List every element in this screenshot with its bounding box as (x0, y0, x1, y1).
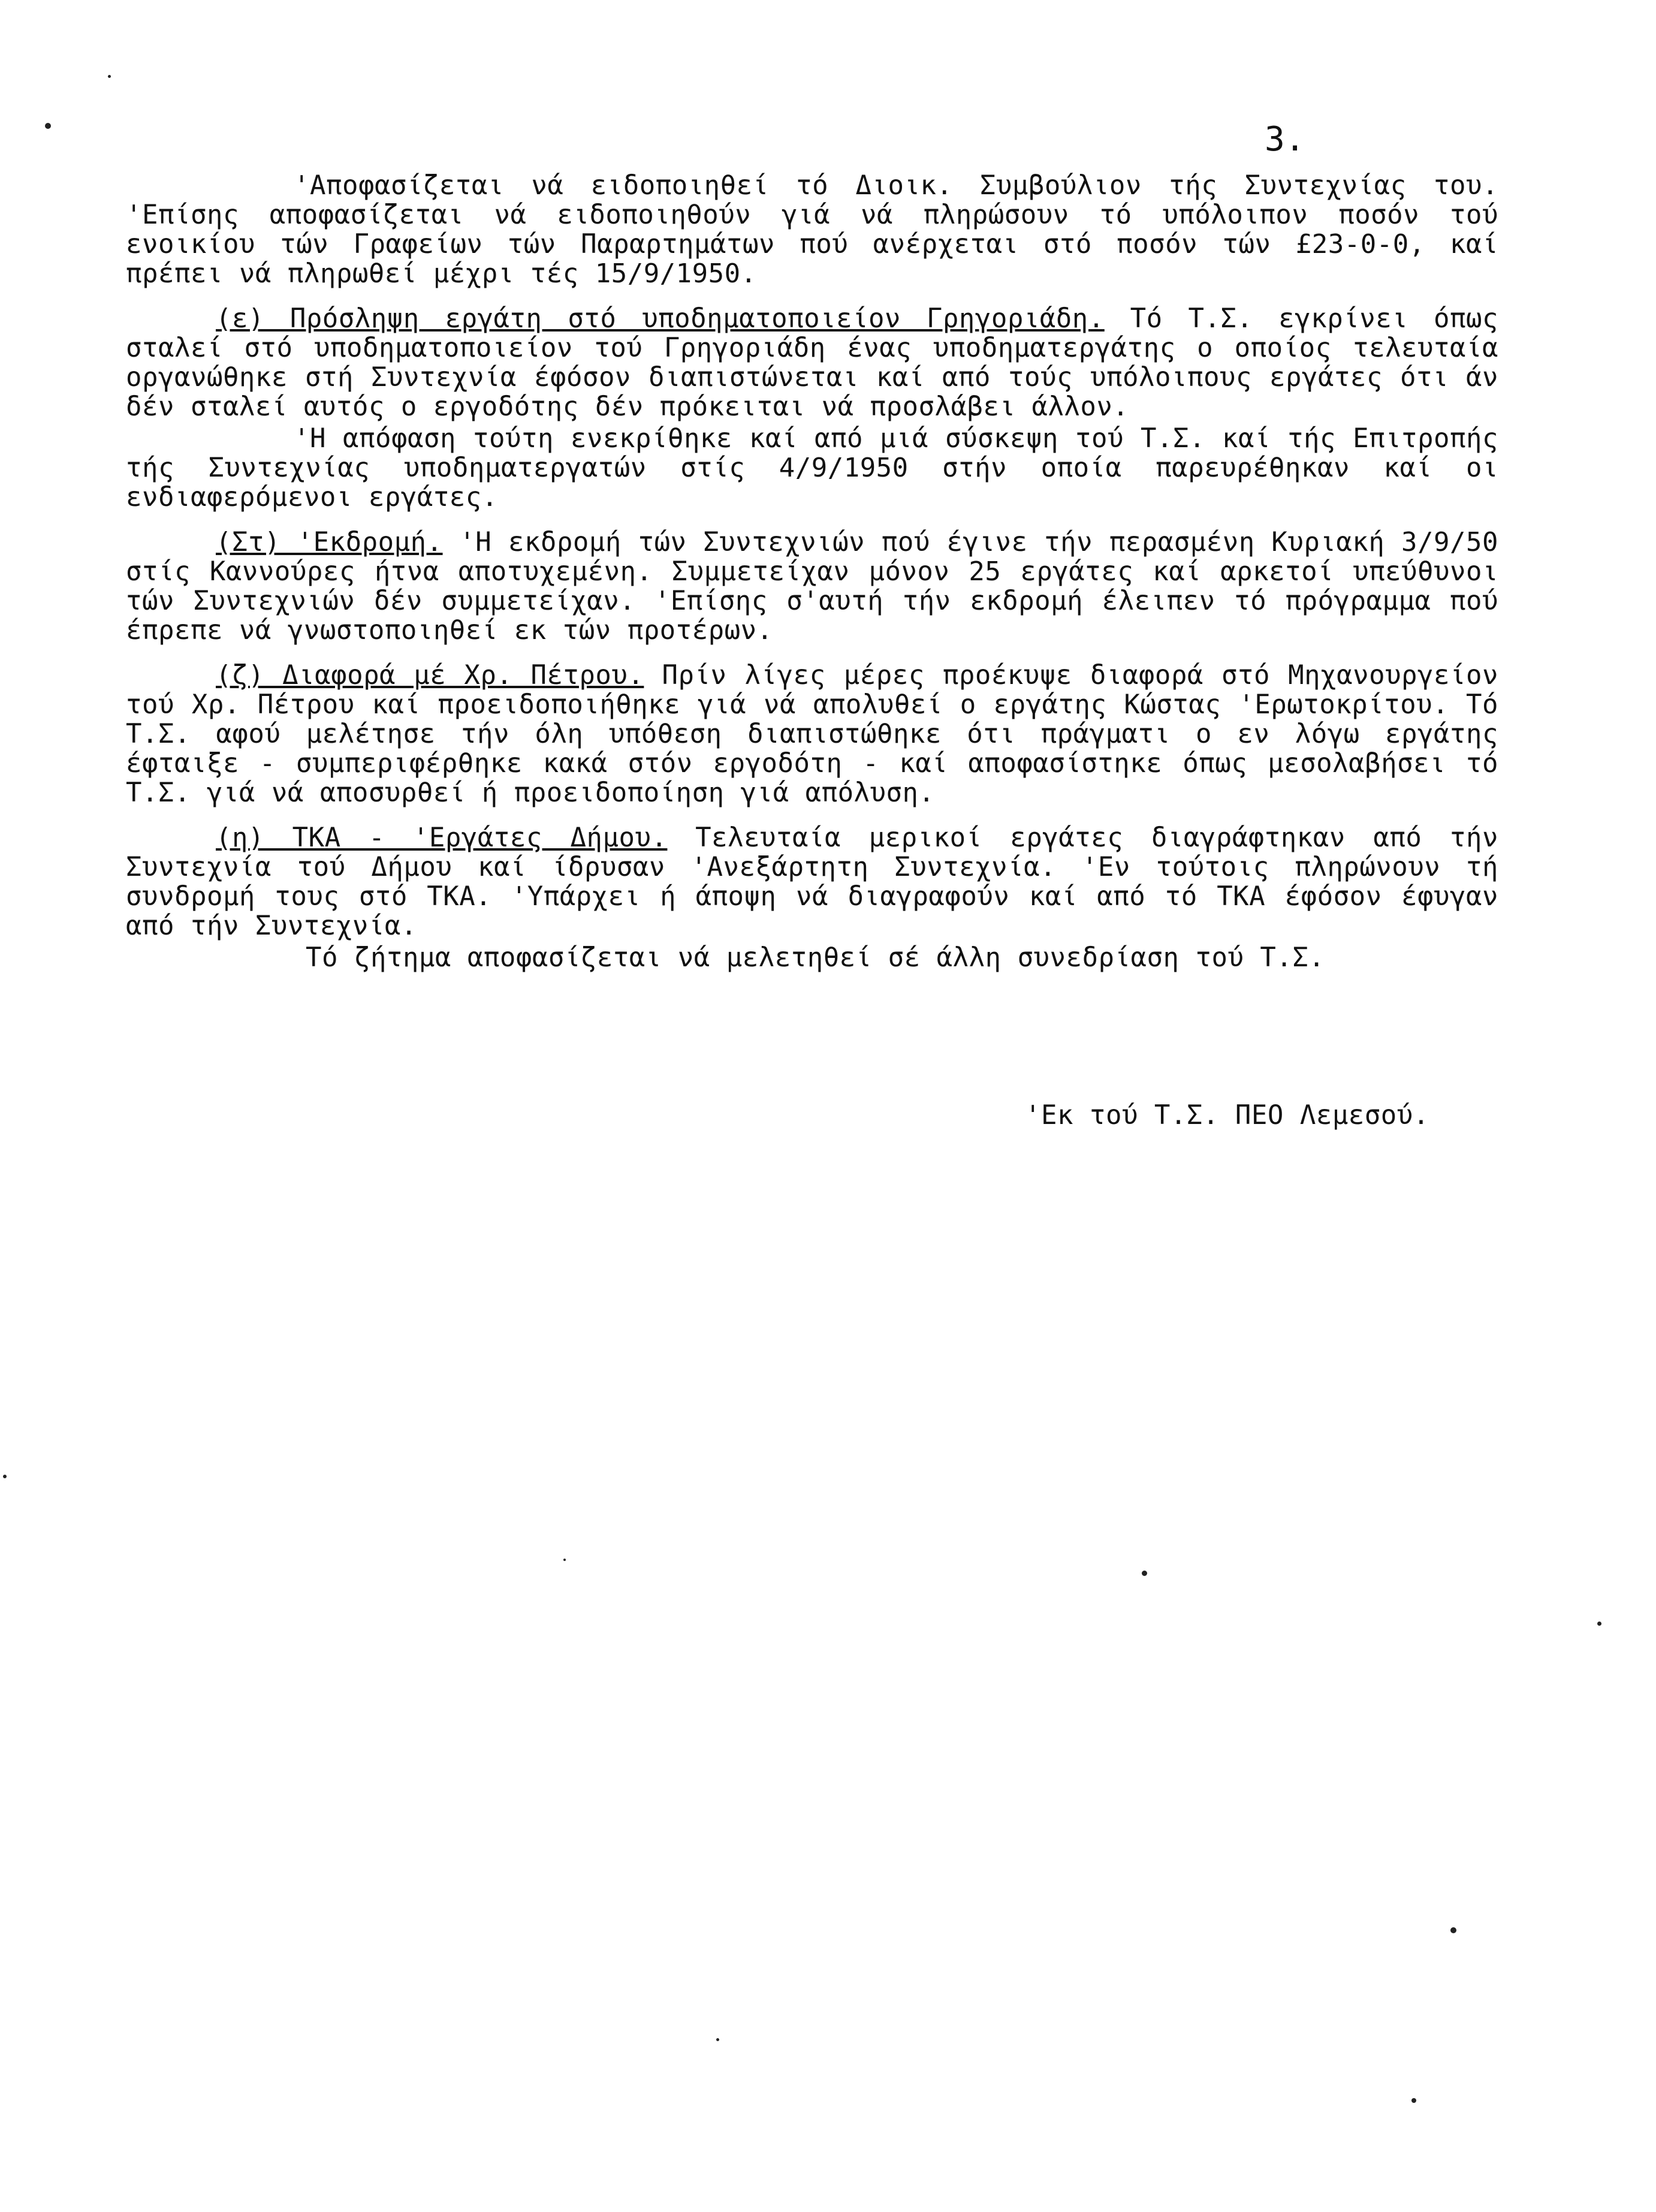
scan-speck (45, 123, 51, 129)
signature-line: 'Εκ τού Τ.Σ. ΠΕΟ Λεμεσού. (1025, 1100, 1429, 1131)
scan-speck (1450, 1927, 1456, 1933)
scan-speck (1142, 1571, 1147, 1576)
paragraph-section-h (126, 823, 1498, 941)
page-number: 3. (1265, 120, 1305, 159)
scan-speck (1597, 1622, 1601, 1626)
section-z-heading: (ζ) Διαφορά μέ Χρ. Πέτρου. (216, 660, 644, 691)
scan-speck (716, 2038, 719, 2041)
section-h-heading: (η) ΤΚΑ - 'Εργάτες Δήμου. (216, 822, 668, 853)
section-st-heading: (Στ) 'Εκδρομή. (216, 527, 443, 557)
paragraph-section-z (126, 661, 1498, 807)
paragraph-section-st (126, 528, 1498, 645)
paragraph-intro: 'Αποφασίζεται νά ειδοποιηθεί τό Διοικ. Συμβούλιον τής Συντεχνίας του. 'Επίσης αποφασίζεται νά ειδοποιηθούν γιά νά πληρώσουν τό υπόλοιπον ποσόν τού ενοικίου τών Γραφείων τών Παραρτημάτων πού ανέρχεται στό ποσόν τών £23-0-0, καί πρέπει νά πληρωθεί μέχρι τές 15/9/1950. (126, 170, 1498, 289)
paragraph-closing: Τό ζήτημα αποφασίζεται νά μελετηθεί σέ άλλη συνεδρίαση τού Τ.Σ. (306, 942, 1325, 973)
section-h-text: Τελευταία μερικοί εργάτες διαγράφτηκαν από τήν Συντεχνία τού Δήμου καί ίδρυσαν 'Ανεξάρτητη Συντεχνία. 'Εν τούτοις πληρώνουν τή συνδρομή τους στό ΤΚΑ. 'Υπάρχει ή άποψη νά διαγραφούν καί από τό ΤΚΑ έφόσον έφυγαν από τήν Συντεχνία. (126, 822, 1498, 941)
scan-speck (108, 75, 111, 78)
document-body (126, 171, 1498, 988)
section-z-text: Πρίν λίγες μέρες προέκυψε διαφορά στό Μηχανουργείον τού Χρ. Πέτρου καί προειδοποιήθηκε γιά νά απολυθεί ο εργάτης Κώστας 'Ερωτοκρίτου. Τό Τ.Σ. αφού μελέτησε τήν όλη υπόθεση διαπιστώθηκε ότι πράγματι ο εν λόγω εργάτης έφταιξε - συμπεριφέρθηκε κακά στόν εργοδότη - καί αποφασίστηκε όπως μεσολαβήσει τό Τ.Σ. γιά νά αποσυρθεί ή προειδοποίηση γιά απόλυση. (126, 660, 1498, 808)
paragraph-section-e-continued: 'Η απόφαση τούτη ενεκρίθηκε καί από μιά σύσκεψη τού Τ.Σ. καί τής Επιτροπής τής Συντεχνίας υποδηματεργατών στίς 4/9/1950 στήν οποία παρευρέθηκαν καί οι ενδιαφερόμενοι εργάτες. (126, 423, 1498, 513)
section-e-text: Τό Τ.Σ. εγκρίνει όπως σταλεί στό υποδηματοποιείον τού Γρηγοριάδη ένας υποδηματεργάτης ο οποίος τελευταία οργανώθηκε στή Συντεχνία έφόσον διαπιστώνεται καί από τούς υπόλοιπους εργάτες ότι άν δέν σταλεί αυτός ο εργοδότης δέν πρόκειται νά προσλάβει άλλον. (126, 303, 1498, 422)
section-st-text: 'Η εκδρομή τών Συντεχνιών πού έγινε τήν περασμένη Κυριακή 3/9/50 στίς Καννούρες ήτνα αποτυχεμένη. Συμμετείχαν μόνον 25 εργάτες καί αρκετοί υπεύθυνοι τών Συντεχνιών δέν συμμετείχαν. 'Επίσης σ'αυτή τήν εκδρομή έλειπεν τό πρόγραμμα πού έπρεπε νά γνωστοποιηθεί εκ τών προτέρων. (126, 527, 1498, 646)
section-e-heading: (ε) Πρόσληψη εργάτη στό υποδηματοποιείον Γρηγοριάδη. (216, 303, 1105, 334)
scan-speck (563, 1559, 566, 1561)
scan-speck (1411, 2098, 1416, 2103)
paragraph-section-e (126, 304, 1498, 421)
scan-speck (3, 1475, 7, 1478)
